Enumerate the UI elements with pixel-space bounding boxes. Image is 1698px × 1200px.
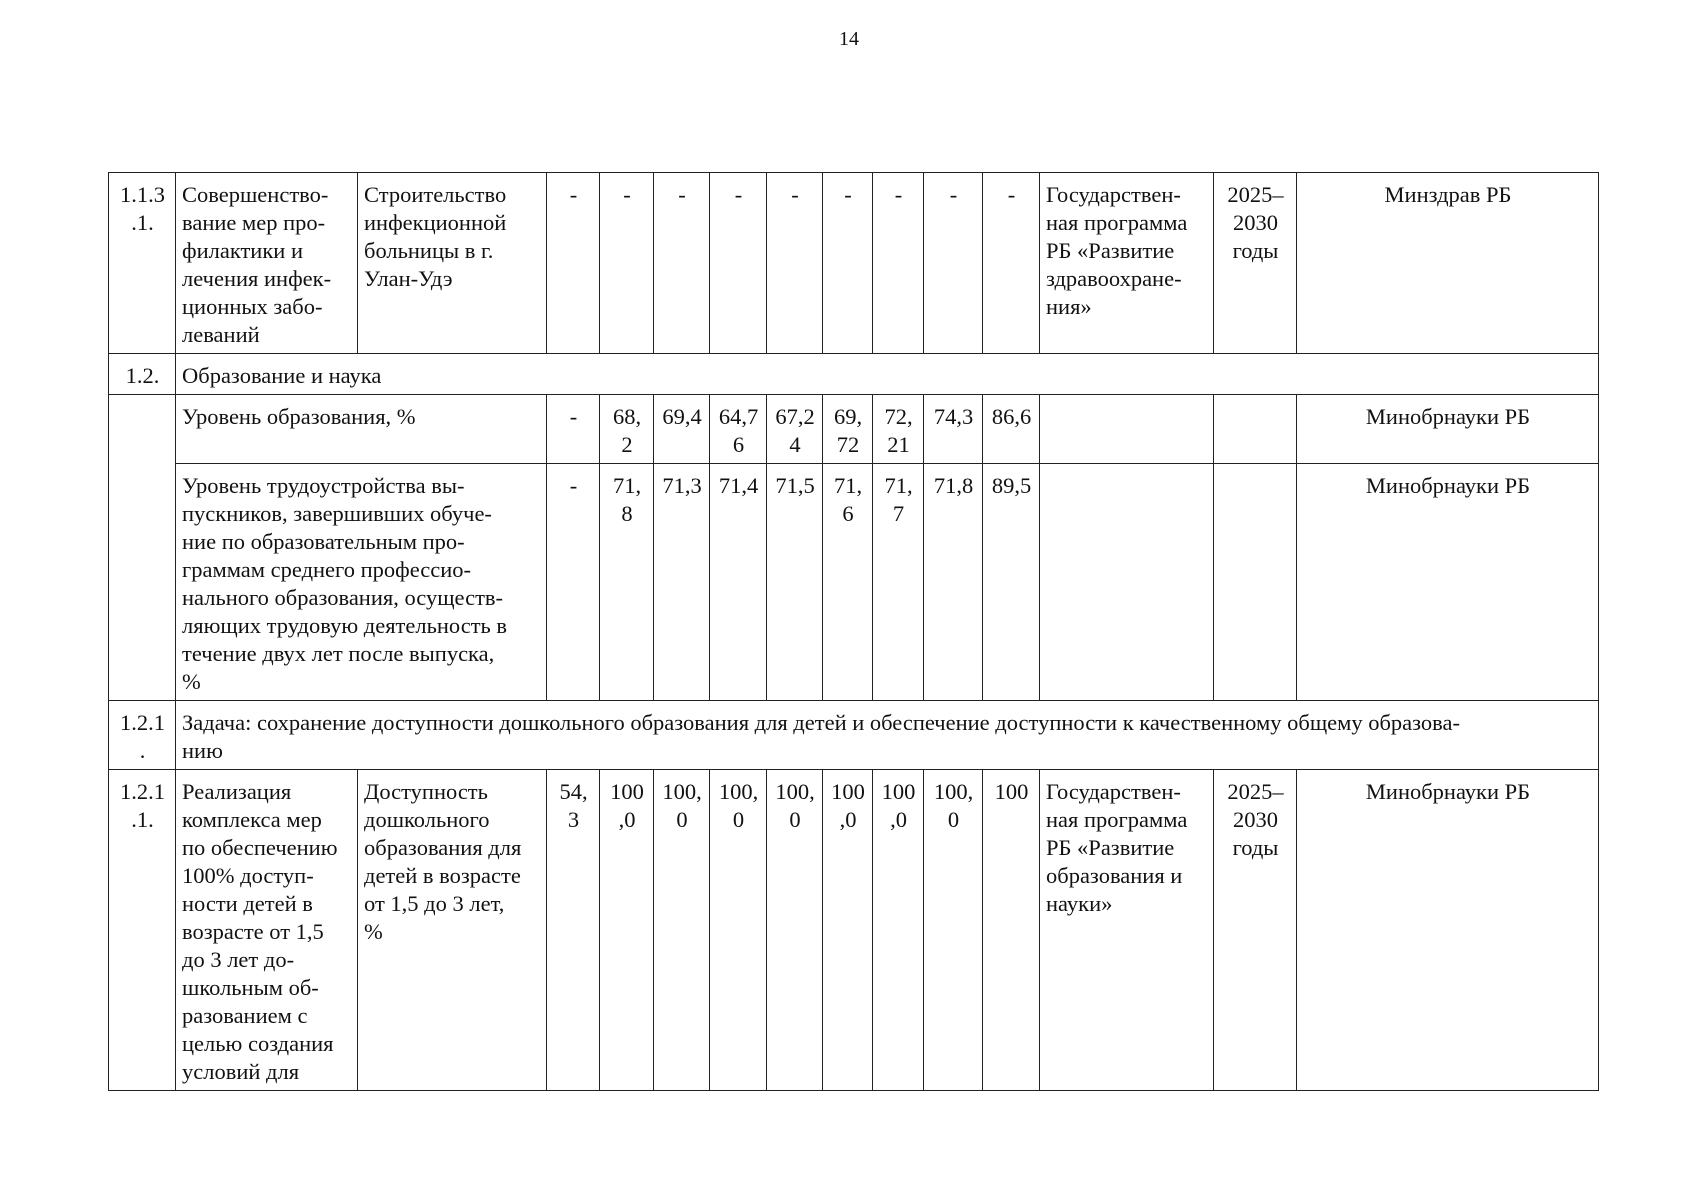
period-cell: 2025– 2030 годы (1214, 770, 1297, 1091)
value-cell: 71, 7 (873, 464, 924, 701)
program-cell: Государствен- ная программа РБ «Развитие здравоохране- ния» (1040, 173, 1214, 354)
value-cell: 67,2 4 (767, 395, 823, 464)
value-cell: - (654, 173, 710, 354)
value-cell: 71,8 (924, 464, 983, 701)
program-cell (1040, 395, 1214, 464)
indicator-cell: Доступность дошкольного образования для детей в возрасте от 1,5 до 3 лет, % (358, 770, 547, 1091)
value-cell: - (547, 173, 600, 354)
table-row (109, 395, 1599, 464)
executor-cell: Минобрнауки РБ (1297, 395, 1599, 464)
value-cell: 89,5 (983, 464, 1040, 701)
value-cell: 100, 0 (654, 770, 710, 1091)
indicator-cell: Уровень трудоустройства вы- пускников, завершивших обуче- ние по образовательным про- граммам среднего профессио- нального образования, осуществ- ляющих трудовую деятельность в течение двух лет после выпуска, % (176, 464, 547, 701)
row-number: 1.2.1 .1. (109, 770, 176, 1091)
value-cell: 71,3 (654, 464, 710, 701)
value-cell: 68, 2 (600, 395, 654, 464)
program-cell: Государствен- ная программа РБ «Развитие образования и науки» (1040, 770, 1214, 1091)
section-title: Образование и наука (176, 354, 1599, 395)
table-row (109, 173, 1599, 354)
executor-cell: Минобрнауки РБ (1297, 770, 1599, 1091)
value-cell: - (710, 173, 767, 354)
period-cell: 2025– 2030 годы (1214, 173, 1297, 354)
program-cell (1040, 464, 1214, 701)
value-cell: 100 ,0 (873, 770, 924, 1091)
value-cell: 69, 72 (823, 395, 873, 464)
value-cell: - (924, 173, 983, 354)
value-cell: 100 ,0 (600, 770, 654, 1091)
table-row (109, 701, 1599, 770)
value-cell: - (547, 395, 600, 464)
row-number: 1.2.1 . (109, 701, 176, 770)
table-row (109, 464, 1599, 701)
value-cell: 72, 21 (873, 395, 924, 464)
period-cell (1214, 395, 1297, 464)
measure-cell: Совершенство- вание мер про- филактики и лечения инфек- ционных забо- леваний (176, 173, 358, 354)
value-cell: 74,3 (924, 395, 983, 464)
row-number: 1.1.3 .1. (109, 173, 176, 354)
value-cell: 100 (983, 770, 1040, 1091)
table-row (109, 354, 1599, 395)
program-table (108, 172, 1599, 1091)
value-cell: - (823, 173, 873, 354)
value-cell: 71,4 (710, 464, 767, 701)
executor-cell: Минздрав РБ (1297, 173, 1599, 354)
value-cell: 54, 3 (547, 770, 600, 1091)
indicator-cell: Уровень образования, % (176, 395, 547, 464)
value-cell: 69,4 (654, 395, 710, 464)
task-cell: Задача: сохранение доступности дошкольного образования для детей и обеспечение доступности к качественному общему образова- нию (176, 701, 1599, 770)
period-cell (1214, 464, 1297, 701)
value-cell: - (547, 464, 600, 701)
executor-cell: Минобрнауки РБ (1297, 464, 1599, 701)
value-cell: 71, 6 (823, 464, 873, 701)
measure-cell: Реализация комплекса мер по обеспечению 100% доступ- ности детей в возрасте от 1,5 до 3 лет до- школьным об- разованием с целью создания условий для (176, 770, 358, 1091)
table-row (109, 770, 1599, 1091)
value-cell: - (983, 173, 1040, 354)
value-cell: 100, 0 (710, 770, 767, 1091)
value-cell: 100 ,0 (823, 770, 873, 1091)
row-number-empty (109, 395, 176, 701)
row-number: 1.2. (109, 354, 176, 395)
value-cell: - (767, 173, 823, 354)
value-cell: 71, 8 (600, 464, 654, 701)
indicator-cell: Строительство инфекционной больницы в г. Улан-Удэ (358, 173, 547, 354)
page-number: 14 (839, 28, 859, 50)
value-cell: 86,6 (983, 395, 1040, 464)
value-cell: - (600, 173, 654, 354)
value-cell: 100, 0 (767, 770, 823, 1091)
value-cell: 100, 0 (924, 770, 983, 1091)
value-cell: - (873, 173, 924, 354)
value-cell: 64,7 6 (710, 395, 767, 464)
value-cell: 71,5 (767, 464, 823, 701)
